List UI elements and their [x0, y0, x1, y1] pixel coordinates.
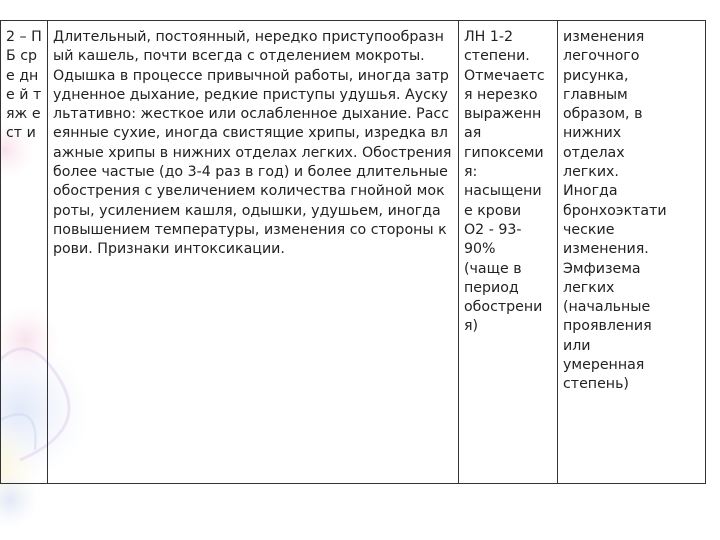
severity-text: 2 – ПБ сре дне й тяж ест и: [6, 29, 42, 142]
table-row: [1, 21, 706, 484]
stage-classification-table: [0, 20, 706, 484]
xray-findings-text: изменения легочного рисунка, главным образом, в нижних отделах легких. Иногда бронхоэктати ческие изменения. Эмфизема легких (начальные проявления или умеренная степень): [563, 29, 667, 393]
xray-findings-cell: [558, 21, 706, 484]
respiratory-failure-cell: [459, 21, 558, 484]
clinical-signs-cell: [48, 21, 459, 484]
clinical-signs-paragraph-2: Одышка в процессе привычной работы, иногда затрудненное дыхание, редкие приступы удушья. Аускультативно: жесткое или ослабленное дыхание. Рассеянные сухие, иногда свистящие хрипы, изредка влажные хрипы в нижних отделах легких. Обострения более частые (до 3-4 раз в год) и более длительные обострения с увеличением количества гнойной мокроты, усилением кашля, одышки, удушьем, иногда повышением температуры, изменения со стороны крови. Признаки интоксикации.: [53, 67, 452, 258]
clinical-signs-paragraph-1: Длительный, постоянный, нередко приступообразный кашель, почти всегда с отделением мокроты.: [53, 29, 444, 65]
severity-cell: [1, 21, 48, 484]
respiratory-failure-text: ЛН 1-2 степени. Отмечаетс я нерезко выраженн ая гипоксеми я: насыщени е крови О2 - 93- 90% (чаще в период обострени я): [464, 29, 545, 335]
